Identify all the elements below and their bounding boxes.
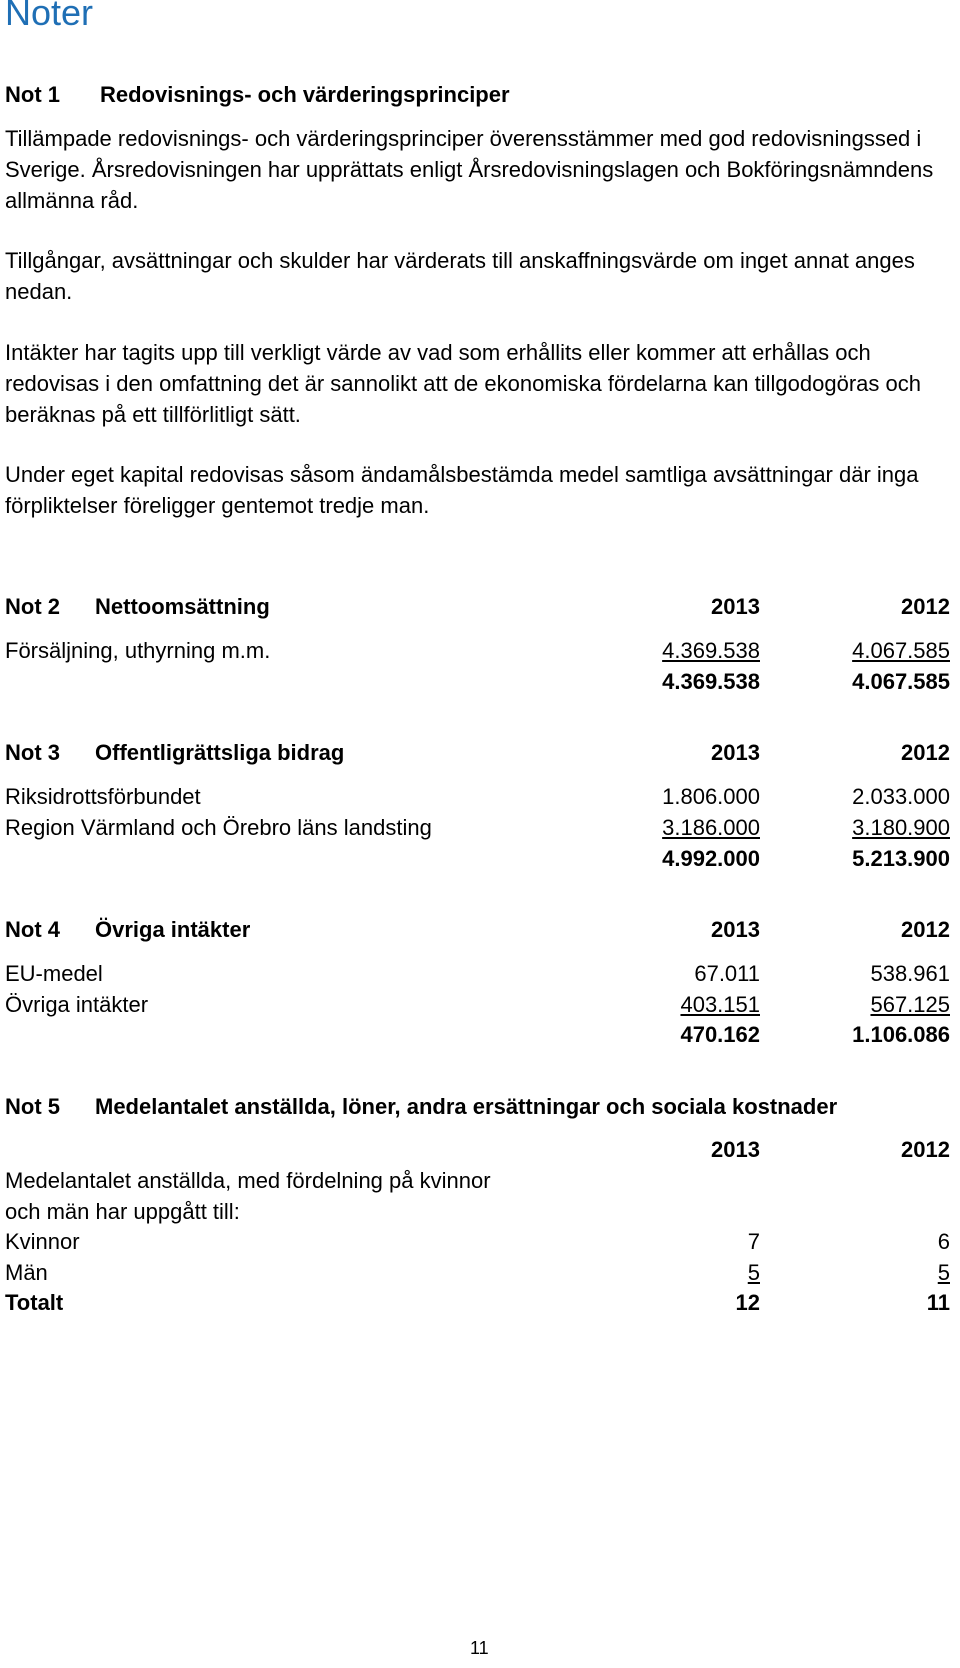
page-number: 11 bbox=[470, 1638, 489, 1658]
note3-total-2012: 5.213.900 bbox=[852, 846, 950, 871]
note5-row-1 bbox=[5, 1229, 955, 1259]
note4-row-2 bbox=[5, 992, 955, 1022]
note5-row-2-value-2012: 5 bbox=[937, 1260, 950, 1285]
note3-header bbox=[5, 740, 955, 770]
note3-total-row bbox=[5, 846, 955, 876]
note2-total-2013: 4.369.538 bbox=[662, 669, 760, 694]
note1-title: Redovisnings- och värderingsprinciper bbox=[100, 82, 510, 107]
note3-row-1 bbox=[5, 784, 955, 814]
note4-total-2013: 470.162 bbox=[680, 1022, 760, 1047]
note5-year-2013: 2013 bbox=[711, 1137, 760, 1162]
note5-total-2013: 12 bbox=[735, 1290, 760, 1315]
note4-header bbox=[5, 917, 955, 947]
note5-year-2012: 2012 bbox=[901, 1137, 950, 1162]
note5-total-2012: 11 bbox=[926, 1290, 950, 1315]
note4-row-1 bbox=[5, 961, 955, 991]
note5-intro-line-2 bbox=[5, 1199, 955, 1229]
note5-intro-text-1: Medelantalet anställda, med fördelning på kvinnor bbox=[5, 1168, 491, 1193]
note1-paragraph-1: Tillämpade redovisnings- och värderingsprinciper överensstämmer med god redovisningssed i Sverige. Årsredovisningen har upprättats enligt Årsredovisningslagen och Bokföringsnämndens allmänna råd. bbox=[5, 126, 934, 213]
note2-title: Nettoomsättning bbox=[95, 594, 270, 619]
note3-total-2013: 4.992.000 bbox=[662, 846, 760, 871]
note4-number: Not 4 bbox=[5, 917, 60, 942]
note3-row-2 bbox=[5, 815, 955, 845]
note5-row-2 bbox=[5, 1260, 955, 1290]
note4-row-1-label: EU-medel bbox=[5, 961, 103, 986]
note5-row-2-label: Män bbox=[5, 1260, 48, 1285]
note5-years-row bbox=[5, 1137, 955, 1167]
note2-row-value-2013: 4.369.538 bbox=[662, 638, 760, 663]
note3-row-1-value-2012: 2.033.000 bbox=[852, 784, 950, 809]
note5-intro-line-1 bbox=[5, 1168, 955, 1198]
note3-row-2-value-2013: 3.186.000 bbox=[662, 815, 760, 840]
note4-year-2013: 2013 bbox=[711, 917, 760, 942]
note1-paragraph-3: Intäkter har tagits upp till verkligt värde av vad som erhållits eller kommer att erhållas och redovisas i den omfattning det är sannolikt att de ekonomiska fördelarna kan tillgodogöras och beräknas på ett tillförlitligt sätt. bbox=[5, 340, 921, 427]
note2-total-row bbox=[5, 669, 955, 699]
note5-row-2-value-2013: 5 bbox=[747, 1260, 760, 1285]
note4-row-1-value-2012: 538.961 bbox=[870, 961, 950, 986]
note3-row-1-value-2013: 1.806.000 bbox=[662, 784, 760, 809]
note5-row-1-label: Kvinnor bbox=[5, 1229, 80, 1254]
note4-row-2-value-2013: 403.151 bbox=[680, 992, 760, 1017]
note2-total-2012: 4.067.585 bbox=[852, 669, 950, 694]
note5-intro-text-2: och män har uppgått till: bbox=[5, 1199, 240, 1224]
note2-row-label: Försäljning, uthyrning m.m. bbox=[5, 638, 271, 663]
note2-header bbox=[5, 594, 955, 624]
note5-title: Medelantalet anställda, löner, andra ersättningar och sociala kostnader bbox=[95, 1094, 838, 1119]
note2-year-2012: 2012 bbox=[901, 594, 950, 619]
note4-total-2012: 1.106.086 bbox=[852, 1022, 950, 1047]
note1-paragraph-2: Tillgångar, avsättningar och skulder har värderats till anskaffningsvärde om inget annat anges nedan. bbox=[5, 248, 915, 304]
note5-header bbox=[5, 1094, 955, 1124]
note4-row-2-label: Övriga intäkter bbox=[5, 992, 149, 1017]
note4-row-1-value-2013: 67.011 bbox=[694, 961, 760, 986]
note1-paragraph-4: Under eget kapital redovisas såsom ändamålsbestämda medel samtliga avsättningar där inga förpliktelser föreligger gentemot tredje man. bbox=[5, 462, 919, 518]
note3-year-2013: 2013 bbox=[711, 740, 760, 765]
note5-total-label: Totalt bbox=[5, 1290, 64, 1315]
note2-year-2013: 2013 bbox=[711, 594, 760, 619]
page-title: Noter bbox=[5, 0, 94, 33]
note3-title: Offentligrättsliga bidrag bbox=[95, 740, 345, 765]
note5-row-1-value-2013: 7 bbox=[747, 1229, 760, 1254]
note5-row-1-value-2012: 6 bbox=[937, 1229, 950, 1254]
note3-year-2012: 2012 bbox=[901, 740, 950, 765]
note3-row-2-value-2012: 3.180.900 bbox=[852, 815, 950, 840]
note3-number: Not 3 bbox=[5, 740, 60, 765]
note1-number: Not 1 bbox=[5, 82, 60, 107]
note5-number: Not 5 bbox=[5, 1094, 60, 1119]
note3-row-1-label: Riksidrottsförbundet bbox=[5, 784, 201, 809]
note5-total-row bbox=[5, 1290, 955, 1320]
note4-year-2012: 2012 bbox=[901, 917, 950, 942]
note4-row-2-value-2012: 567.125 bbox=[870, 992, 950, 1017]
note2-number: Not 2 bbox=[5, 594, 60, 619]
note2-row-value-2012: 4.067.585 bbox=[852, 638, 950, 663]
note2-row bbox=[5, 638, 955, 668]
note4-total-row bbox=[5, 1022, 955, 1052]
note4-title: Övriga intäkter bbox=[95, 917, 251, 942]
note3-row-2-label: Region Värmland och Örebro läns landsting bbox=[5, 815, 432, 840]
